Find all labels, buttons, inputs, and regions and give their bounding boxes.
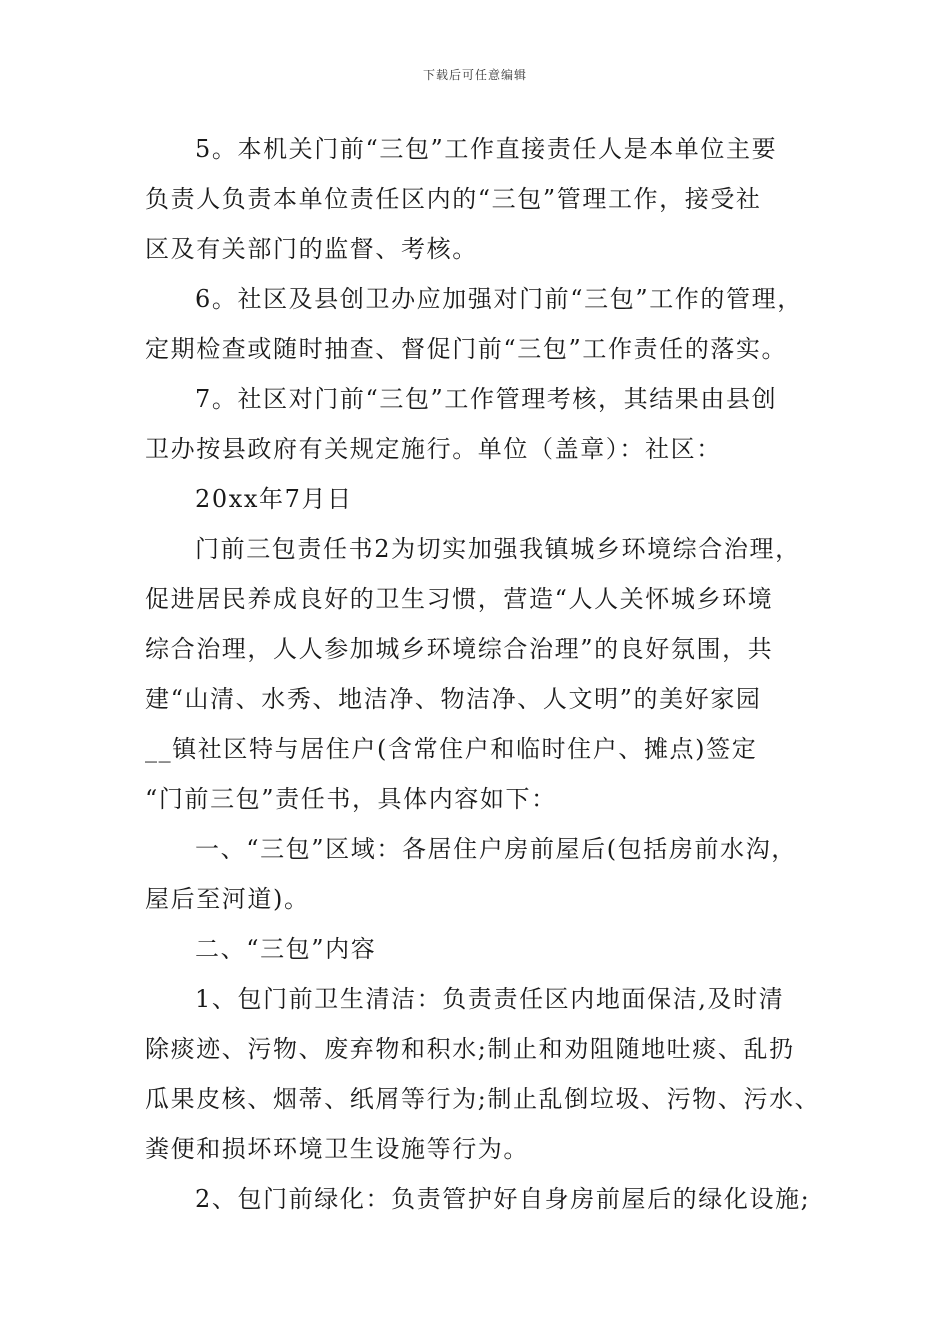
- text-line: 瓜果皮核、烟蒂、纸屑等行为;制止乱倒垃圾、污物、污水、: [145, 1085, 821, 1113]
- section-heading: 二、“三包”内容: [195, 935, 377, 963]
- text-line: 屋后至河道)。: [145, 885, 310, 913]
- text-line: 区及有关部门的监督、考核。: [145, 235, 478, 263]
- section-heading: 一、“三包”区域：各居住户房前屋后(包括房前水沟，: [195, 835, 797, 863]
- text-line: 卫办按县政府有关规定施行。单位（盖章）：社区：: [145, 435, 722, 463]
- date-line: 20xx年7月日: [195, 485, 353, 513]
- text-line: 6。社区及县创卫办应加强对门前“三包”工作的管理，: [195, 285, 803, 313]
- text-line: 门前三包责任书2为切实加强我镇城乡环境综合治理，: [195, 535, 801, 563]
- text-line: __镇社区特与居住户(含常住户和临时住户、摊点)签定: [145, 735, 758, 763]
- text-line: 促进居民养成良好的卫生习惯，营造“人人关怀城乡环境: [145, 585, 774, 613]
- text-line: 2、包门前绿化：负责管护好自身房前屋后的绿化设施;: [195, 1185, 811, 1213]
- text-line: 7。社区对门前“三包”工作管理考核，其结果由县创: [195, 385, 778, 413]
- text-line: 除痰迹、污物、废弃物和积水;制止和劝阻随地吐痰、乱扔: [145, 1035, 795, 1063]
- text-line: 定期检查或随时抽查、督促门前“三包”工作责任的落实。: [145, 335, 788, 363]
- text-line: 综合治理，人人参加城乡环境综合治理”的良好氛围，共: [145, 635, 774, 663]
- text-line: 粪便和损坏环境卫生设施等行为。: [145, 1135, 529, 1163]
- text-line: 建“山清、水秀、地洁净、物洁净、人文明”的美好家园: [145, 685, 762, 713]
- text-line: 负责人负责本单位责任区内的“三包”管理工作，接受社: [145, 185, 762, 213]
- text-line: 5。本机关门前“三包”工作直接责任人是本单位主要: [195, 135, 778, 163]
- text-line: 1、包门前卫生清洁：负责责任区内地面保洁,及时清: [195, 985, 785, 1013]
- page-header: 下载后可任意编辑: [422, 68, 527, 82]
- text-line: “门前三包”责任书，具体内容如下：: [145, 785, 557, 813]
